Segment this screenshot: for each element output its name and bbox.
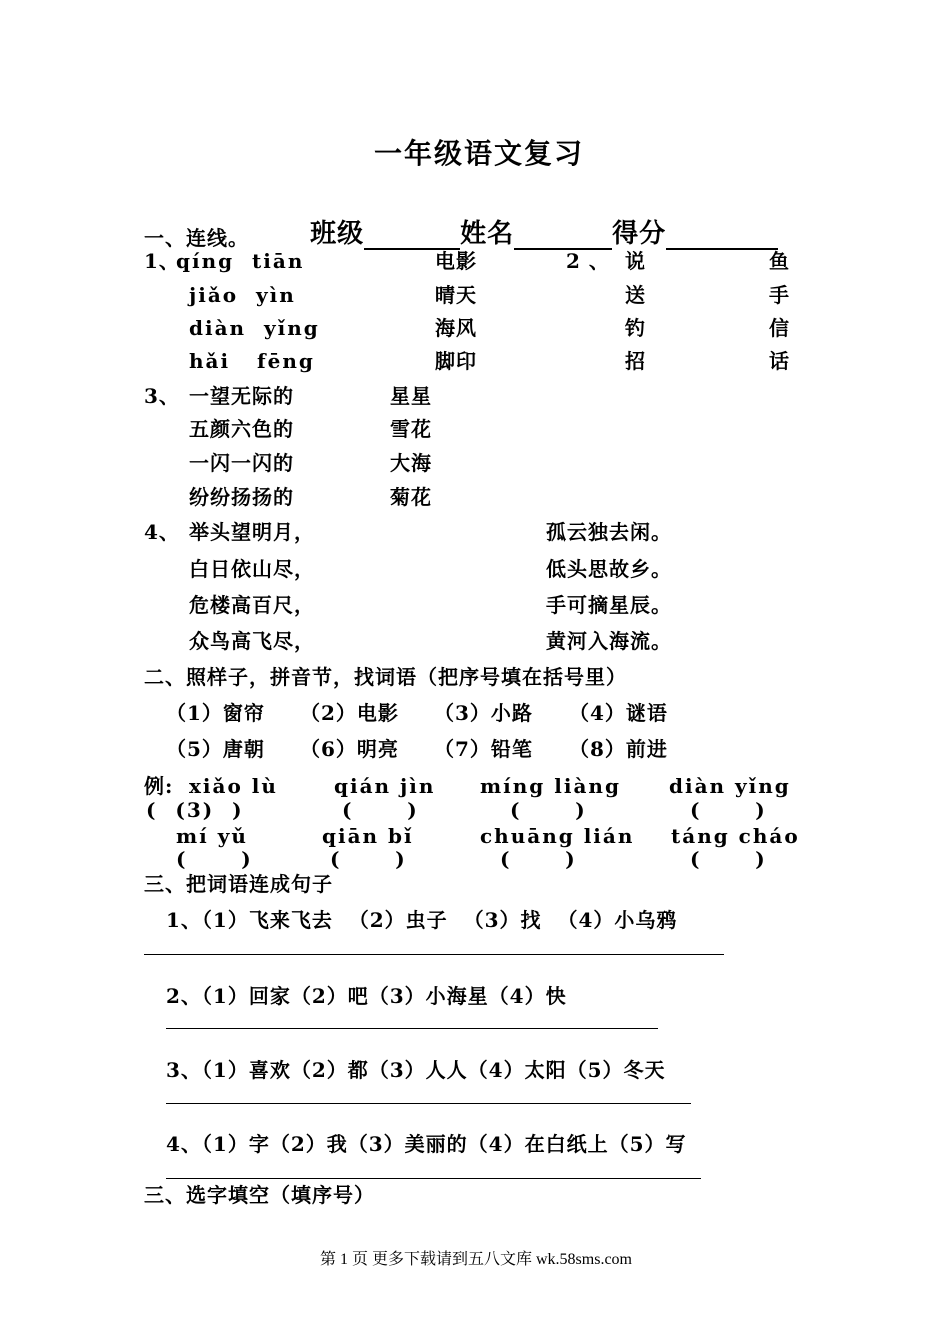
section1-heading: 一、连线。 [144, 226, 249, 250]
q3-left: 一闪一闪的 [189, 451, 294, 475]
q3-left: 五颜六色的 [189, 417, 294, 441]
q4-left: 白日依山尽， [189, 557, 315, 581]
q2-left: 说 [625, 249, 646, 273]
q1-word: 海风 [435, 316, 477, 340]
score-label: 得分 [612, 219, 667, 249]
q4-right: 孤云独去闲。 [546, 520, 672, 544]
word-option: （1）窗帘 [166, 701, 265, 725]
q1-word: 脚印 [435, 349, 477, 373]
section3-heading: 三、把词语连成句子 [144, 872, 333, 896]
word-option: （2）电影 [300, 701, 399, 725]
q1-pinyin: diàn yǐng [189, 316, 320, 340]
sentence-item: 4、（1）字（2）我（3）美丽的（4）在白纸上（5）写 [166, 1132, 687, 1156]
example-label: 例: [144, 774, 174, 798]
answer-blank[interactable]: ( ) [690, 847, 767, 871]
answer-blank[interactable]: ( ) [510, 798, 587, 822]
pinyin-item: diàn yǐng [669, 774, 791, 798]
q3-left: 纷纷扬扬的 [189, 485, 294, 509]
q4-number: 4、 [144, 520, 180, 544]
answer-blank[interactable]: ( ) [176, 847, 253, 871]
page-title: 一年级语文复习 [374, 137, 585, 170]
name-label: 姓名 [460, 219, 515, 249]
q2-right: 话 [769, 349, 790, 373]
q2-right: 手 [769, 283, 790, 307]
q2-right: 信 [769, 316, 790, 340]
name-field[interactable] [514, 222, 612, 250]
answer-blank[interactable]: ( ) [342, 798, 419, 822]
q3-right: 菊花 [390, 485, 432, 509]
q2-number: 2 、 [566, 249, 610, 273]
answer-line[interactable] [166, 1178, 701, 1179]
word-option: （5）唐朝 [166, 737, 265, 761]
q4-right: 黄河入海流。 [546, 629, 672, 653]
answer-blank[interactable]: ( ) [690, 798, 767, 822]
q4-left: 众鸟高飞尽， [189, 629, 315, 653]
q4-right: 手可摘星辰。 [546, 593, 672, 617]
section2-heading: 二、照样子，拼音节，找词语（把序号填在括号里） [144, 665, 627, 689]
pinyin-item: xiǎo lù [189, 774, 278, 798]
pinyin-item: míng liàng [480, 774, 621, 798]
q2-right: 鱼 [769, 249, 790, 273]
q1-pinyin: hǎi fēng [189, 349, 315, 373]
q1-word: 晴天 [435, 283, 477, 307]
q1-number: 1、 [144, 249, 180, 273]
answer-blank[interactable]: ( ) [500, 847, 577, 871]
answer-blank[interactable]: ( ) [330, 847, 407, 871]
sentence-item: 3、（1）喜欢（2）都（3）人人（4）太阳（5）冬天 [166, 1058, 666, 1082]
answer-line[interactable] [166, 1103, 691, 1104]
pinyin-item: táng cháo [671, 824, 800, 848]
class-field[interactable] [364, 222, 460, 250]
word-option: （3）小路 [434, 701, 533, 725]
q2-left: 招 [625, 349, 646, 373]
pinyin-item: chuāng lián [480, 824, 635, 848]
score-field[interactable] [666, 222, 778, 250]
q4-left: 危楼高百尺， [189, 593, 315, 617]
answer-blank[interactable]: ( (3) ) [146, 798, 244, 822]
section4-heading: 三、选字填空（填序号） [144, 1183, 375, 1207]
pinyin-item: qiān bǐ [322, 824, 414, 848]
word-option: （6）明亮 [300, 737, 399, 761]
q1-word: 电影 [435, 249, 477, 273]
q3-number: 3、 [144, 384, 180, 408]
sentence-item: 2、（1）回家（2）吧（3）小海星（4）快 [166, 984, 567, 1008]
q3-right: 大海 [390, 451, 432, 475]
info-header [290, 183, 778, 250]
pinyin-item: mí yǔ [176, 824, 248, 848]
sentence-item: 1、（1）飞来飞去 （2）虫子 （3）找 （4）小乌鸦 [166, 908, 678, 932]
answer-line[interactable] [144, 954, 724, 955]
word-option: （8）前进 [569, 737, 668, 761]
pinyin-item: qián jìn [334, 774, 436, 798]
answer-line[interactable] [166, 1028, 658, 1029]
page-footer: 第 1 页 更多下载请到五八文库 wk.58sms.com [320, 1251, 633, 1268]
q3-right: 雪花 [390, 417, 432, 441]
q2-left: 送 [625, 283, 646, 307]
q3-right: 星星 [390, 384, 432, 408]
q1-pinyin: jiǎo yìn [189, 283, 296, 307]
class-label: 班级 [310, 219, 365, 249]
q4-left: 举头望明月， [189, 520, 315, 544]
q3-left: 一望无际的 [189, 384, 294, 408]
q4-right: 低头思故乡。 [546, 557, 672, 581]
q2-left: 钓 [625, 316, 646, 340]
word-option: （4）谜语 [569, 701, 668, 725]
word-option: （7）铅笔 [434, 737, 533, 761]
q1-pinyin: qíng tiān [176, 249, 305, 273]
